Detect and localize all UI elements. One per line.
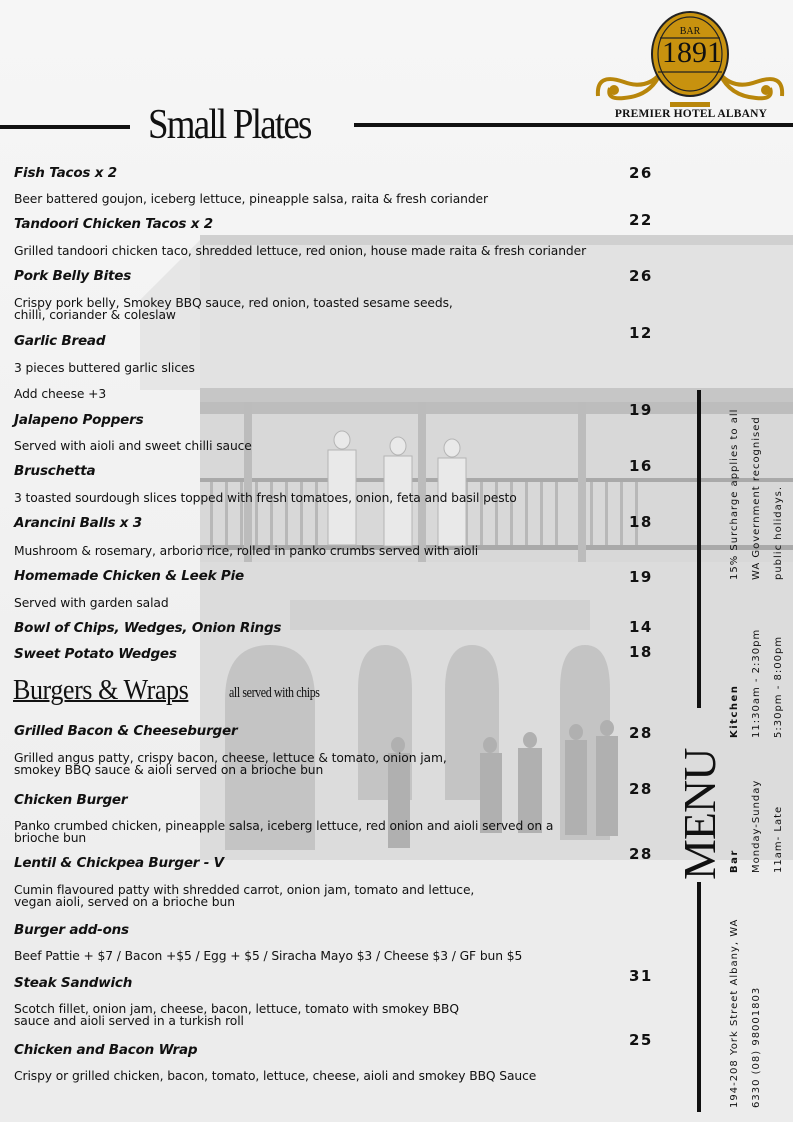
menu-item-desc: 3 toasted sourdough slices topped with fresh tomatoes, onion, feta and basil pesto [14,491,517,505]
menu-word: MENU [674,748,725,880]
menu-item-desc: Grilled angus patty, crispy bacon, cheese, lettuce & tomato, onion jam, smokey BBQ sauce & aioli served on a brioche bun [14,751,447,777]
menu-item-price: 19 [629,401,653,419]
menu-item-name: Lentil & Chickpea Burger - V [14,855,224,871]
bar-label: Bar [729,849,740,873]
menu-item-desc: Grilled tandoori chicken taco, shredded lettuce, red onion, house made raita & fresh coriander [14,244,587,258]
kitchen-hours-2: 5:30pm - 8:00pm [773,635,784,738]
menu-item-name: Bowl of Chips, Wedges, Onion Rings [14,620,282,636]
kitchen-hours-1: 11:30am - 2:30pm [751,628,762,738]
menu-item-name: Chicken Burger [14,792,128,808]
menu-item-desc: Beef Pattie + $7 / Bacon +$5 / Egg + $5 / Siracha Mayo $3 / Cheese $3 / GF bun $5 [14,949,523,963]
surcharge-line-3: public holidays. [773,485,784,580]
menu-item-desc: Crispy pork belly, Smokey BBQ sauce, red onion, toasted sesame seeds, chilli, coriander & coleslaw [14,296,453,322]
menu-item-name: Pork Belly Bites [14,268,132,284]
menu-item-price: 12 [629,324,653,342]
menu-item-desc: Served with garden salad [14,596,169,610]
menu-item-price: 26 [629,267,653,285]
surcharge-line-1: 15% Surcharge applies to all [729,408,740,580]
menu-item-desc: Served with aioli and sweet chilli sauce [14,439,252,453]
bar-days: Monday-Sunday [751,779,762,873]
hotel-logo [590,10,790,125]
logo-hotel-name: PREMIER HOTEL ALBANY [614,108,768,120]
menu-item-name: Chicken and Bacon Wrap [14,1042,198,1058]
menu-item-price: 31 [629,967,653,985]
menu-item-name: Garlic Bread [14,333,106,349]
menu-item-price: 18 [629,513,653,531]
menu-item-name: Burger add-ons [14,922,129,938]
menu-item-desc: Mushroom & rosemary, arborio rice, rolled in panko crumbs served with aioli [14,544,479,558]
menu-item-price: 28 [629,780,653,798]
menu-item-name: Arancini Balls x 3 [14,515,142,531]
menu-item-desc: Scotch fillet, onion jam, cheese, bacon, lettuce, tomato with smokey BBQ sauce and aioli served in a turkish roll [14,1002,459,1028]
menu-item-name: Grilled Bacon & Cheeseburger [14,723,238,739]
sidebar-rule-bottom [697,882,701,1112]
heading-rule-right [354,123,793,127]
menu-item-name: Homemade Chicken & Leek Pie [14,568,244,584]
menu-item-price: 28 [629,724,653,742]
menu-item-desc: Crispy or grilled chicken, bacon, tomato, lettuce, cheese, aioli and smokey BBQ Sauce [14,1069,537,1083]
heading-rule-left [0,125,130,129]
menu-item-name: Bruschetta [14,463,96,479]
menu-item-price: 19 [629,568,653,586]
menu-item-price: 14 [629,618,653,636]
logo-bar-text: BAR [679,26,701,37]
address-line-1: 194-208 York Street Albany, WA [729,918,740,1108]
kitchen-label: Kitchen [729,684,740,738]
small-plates-title: Small Plates [148,102,311,148]
menu-item-desc: Beer battered goujon, iceberg lettuce, pineapple salsa, raita & fresh coriander [14,192,488,206]
burgers-title: Burgers & Wraps [13,674,189,706]
burgers-subtitle: all served with chips [229,685,320,701]
menu-item-name: Jalapeno Poppers [14,412,144,428]
menu-item-extra: Add cheese +3 [14,387,107,401]
menu-item-desc: Cumin flavoured patty with shredded carrot, onion jam, tomato and lettuce, vegan aioli, served on a brioche bun [14,883,475,909]
menu-item-name: Sweet Potato Wedges [14,646,177,662]
menu-item-price: 16 [629,457,653,475]
menu-item-desc: 3 pieces buttered garlic slices [14,361,195,375]
sidebar-rule-top [697,390,701,708]
menu-item-name: Steak Sandwich [14,975,133,991]
surcharge-line-2: WA Government recognised [751,416,762,580]
menu-item-price: 25 [629,1031,653,1049]
menu-item-price: 26 [629,164,653,182]
menu-item-price: 18 [629,643,653,661]
menu-item-price: 28 [629,845,653,863]
bar-hours: 11am- Late [773,805,784,873]
menu-item-name: Fish Tacos x 2 [14,165,117,181]
menu-item-price: 22 [629,211,653,229]
address-line-2: 6330 (08) 98001803 [751,986,762,1108]
menu-item-desc: Panko crumbed chicken, pineapple salsa, iceberg lettuce, red onion and aioli served on a brioche bun [14,819,554,845]
logo-year: 1891 [662,36,722,69]
menu-item-name: Tandoori Chicken Tacos x 2 [14,216,213,232]
